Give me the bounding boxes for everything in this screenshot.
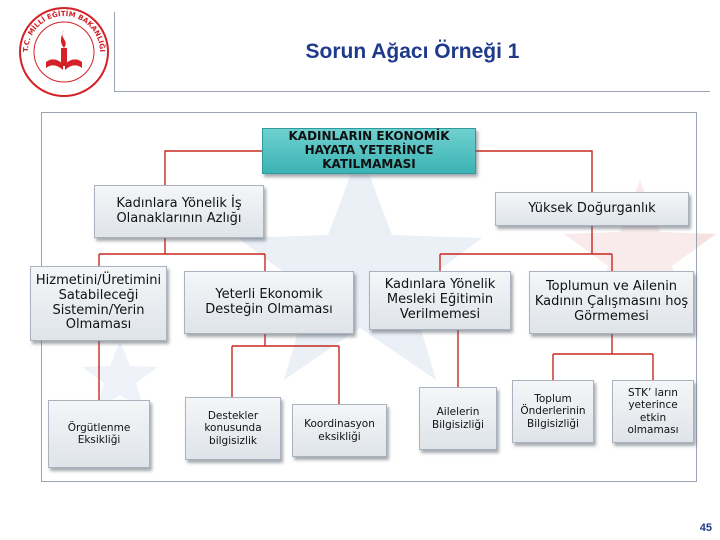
- cause-no-market-system-text: Hizmetini/Üretimini Satabileceği Sistemin/Yerin Olmaması: [35, 272, 162, 333]
- cause-ngo-ineffective: [612, 380, 694, 443]
- cause-support-ignorance: [185, 397, 281, 460]
- cause-community-leaders-text: Toplum Önderlerinin Bilgisizliği: [520, 393, 586, 430]
- cause-lack-of-organization-text: Örgütlenme Eksikliği: [67, 421, 131, 446]
- connector-root-left: [165, 151, 262, 185]
- page-number: 45: [699, 522, 712, 534]
- root-problem: [262, 128, 476, 174]
- cause-economic-support: [184, 271, 354, 334]
- cause-no-market-system: [30, 266, 167, 341]
- cause-social-disapproval: [529, 271, 694, 334]
- logo-text: T.C. MİLLİ EĞİTİM BAKANLIĞI: [21, 9, 107, 53]
- slide-title: Sorun Ağacı Örneği 1: [305, 40, 520, 63]
- cause-high-fertility: [495, 192, 689, 226]
- cause-lack-of-organization: [48, 400, 150, 468]
- cause-social-disapproval-text: Toplumun ve Ailenin Kadının Çalışmasını hoş Görmemesi: [534, 279, 689, 324]
- root-problem-text: KADINLARIN EKONOMİK HAYATA YETERİNCE KATILMAMASI: [288, 129, 450, 171]
- cause-family-ignorance: [419, 387, 497, 450]
- cause-economic-support-text: Yeterli Ekonomik Desteğin Olmaması: [205, 286, 333, 317]
- cause-vocational-training: [369, 271, 511, 330]
- cause-community-leaders: [512, 380, 594, 443]
- cause-vocational-training-text: Kadınlara Yönelik Mesleki Eğitimin Verilmemesi: [384, 277, 496, 322]
- cause-job-opportunities-text: Kadınlara Yönelik İş Olanaklarının Azlığı: [116, 195, 242, 226]
- cause-coordination-text: Koordinasyon eksikliği: [304, 418, 375, 443]
- cause-high-fertility-text: Yüksek Doğurganlık: [528, 200, 656, 216]
- connector-root-right: [476, 151, 592, 192]
- cause-ngo-ineffective-text: STK’ ların yeterince etkin olmaması: [627, 387, 679, 436]
- cause-job-opportunities: [94, 185, 264, 238]
- cause-family-ignorance-text: Ailelerin Bilgisizliği: [432, 406, 484, 431]
- cause-support-ignorance-text: Destekler konusunda bilgisizlik: [204, 410, 262, 447]
- cause-coordination: [292, 404, 387, 457]
